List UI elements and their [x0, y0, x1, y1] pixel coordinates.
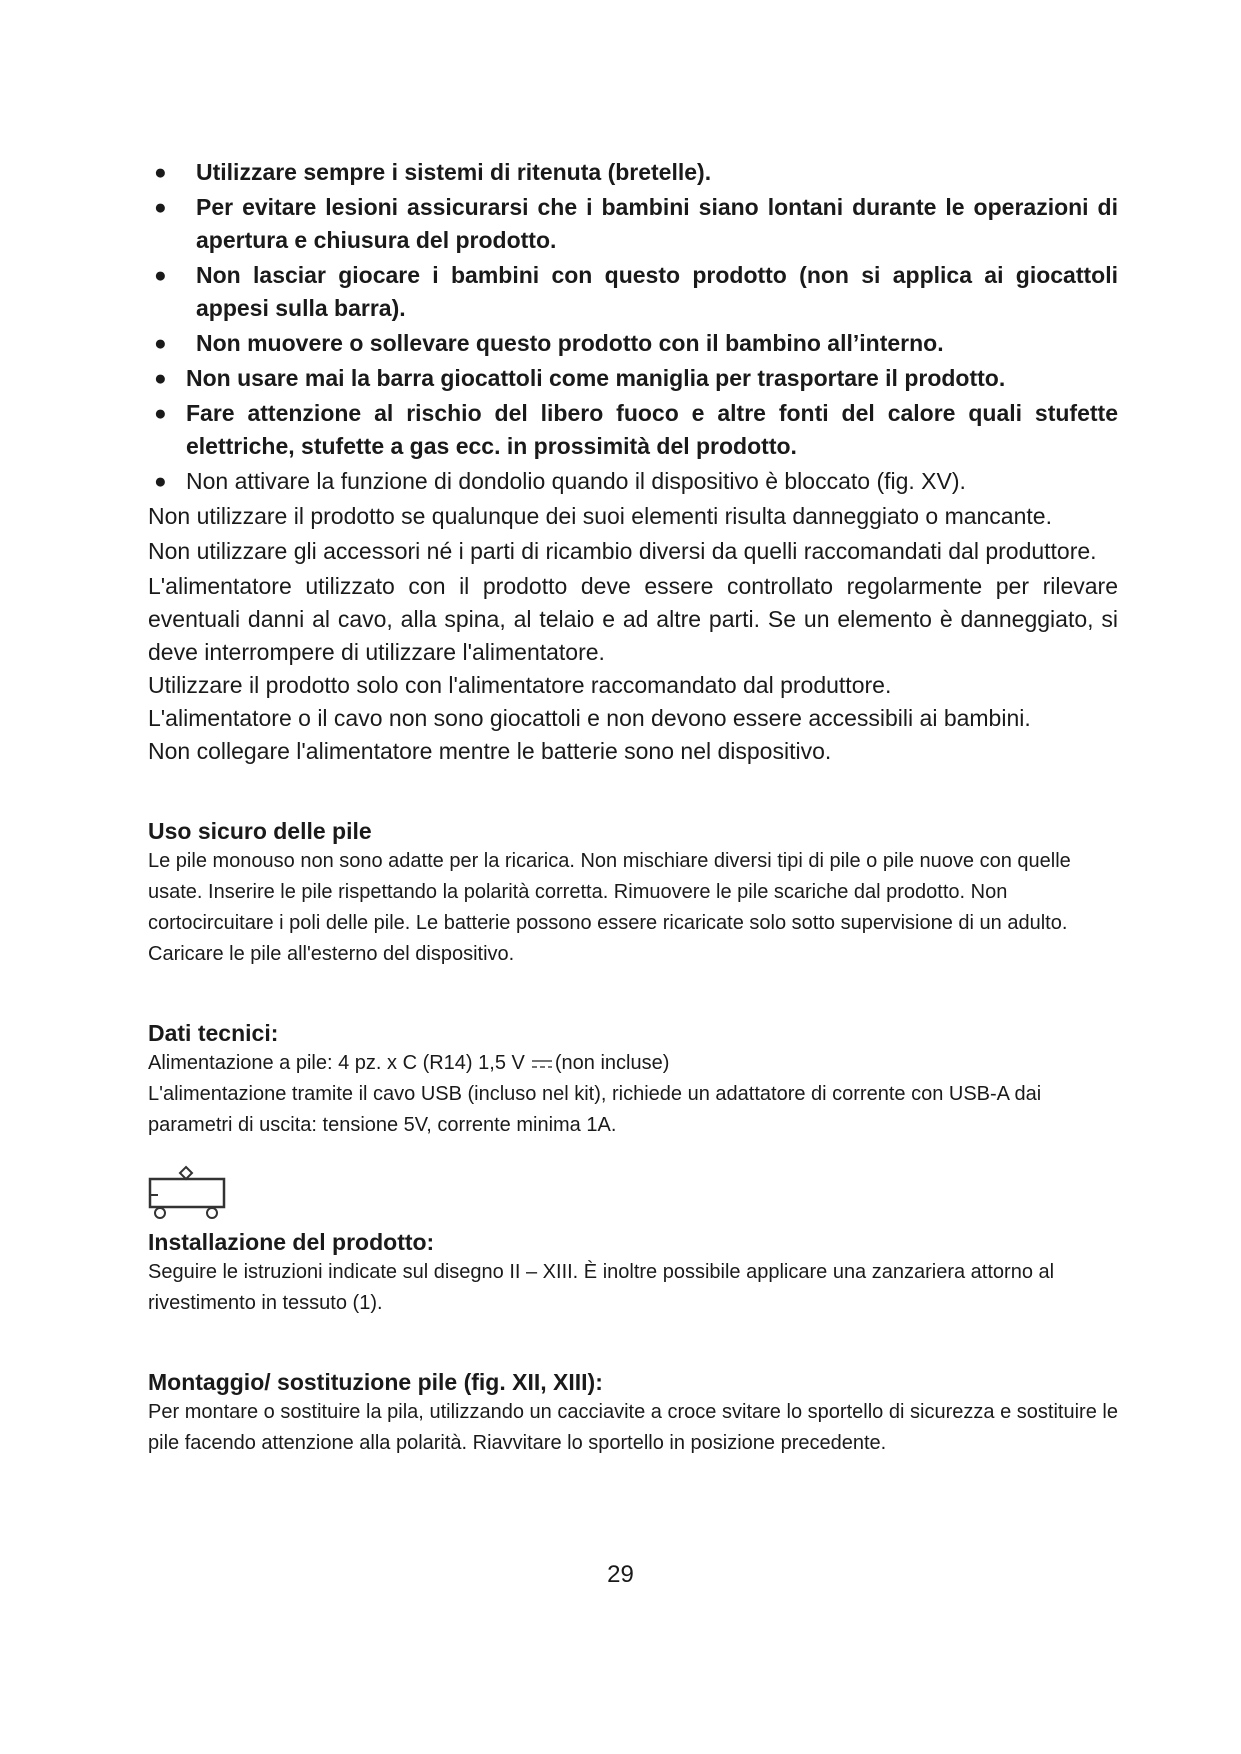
section-text: Le pile monouso non sono adatte per la ricarica. Non mischiare diversi tipi di pile o pile nuove con quelle usate. Inserire le pile rispettando la polarità corretta. Rimuovere le pile scariche dal prodotto. Non cortocircuitare i poli delle pile. Le batterie possono essere ricaricate solo sotto supervisione di un adulto. Caricare le pile all'esterno del dispositivo. [148, 850, 1071, 965]
warning-text: Non muovere o sollevare questo prodotto con il bambino all’interno. [196, 330, 944, 356]
warning-item [148, 362, 1118, 395]
section-heading: Uso sicuro delle pile [148, 818, 372, 844]
battery-spec: Alimentazione a pile: 4 pz. x C (R14) 1,5 V [148, 1052, 525, 1074]
warning-item [148, 191, 1118, 257]
bullet-icon: ● [154, 264, 167, 287]
tech-data-section [148, 1018, 1118, 1141]
page-content [148, 156, 1118, 1459]
bullet-icon: ● [154, 402, 167, 425]
warning-text: Fare attenzione al rischio del libero fuoco e altre fonti del calore quali stufette elettriche, stufette a gas ecc. in prossimità del prodotto. [186, 400, 1118, 459]
battery-safety-section [148, 816, 1118, 970]
paragraph: Non utilizzare il prodotto se qualunque dei suoi elementi risulta danneggiato o mancante. [148, 503, 1052, 529]
paragraph: Non utilizzare gli accessori né i parti di ricambio diversi da quelli raccomandati dal produttore. [148, 538, 1097, 564]
warning-text: Utilizzare sempre i sistemi di ritenuta (bretelle). [196, 159, 712, 185]
warning-item [148, 397, 1118, 463]
section-heading: Installazione del prodotto: [148, 1229, 435, 1255]
battery-replacement-section [148, 1367, 1118, 1459]
warning-item [148, 259, 1118, 325]
dc-current-icon [531, 1058, 553, 1070]
paragraph: Non collegare l'alimentatore mentre le batterie sono nel dispositivo. [148, 738, 832, 764]
paragraph: L'alimentatore utilizzato con il prodotto deve essere controllato regolarmente per rilevare eventuali danni al cavo, alla spina, al telaio e ad altre parti. Se un elemento è danneggiato, si deve interrompere di utilizzare l'alimentatore. [148, 573, 1118, 665]
warning-text: Non usare mai la barra giocattoli come maniglia per trasportare il prodotto. [186, 365, 1006, 391]
battery-note: (non incluse) [554, 1052, 670, 1074]
warnings-list [148, 156, 1118, 498]
section-text: L'alimentazione tramite il cavo USB (incluso nel kit), richiede un adattatore di corrente con USB-A dai parametri di uscita: tensione 5V, corrente minima 1A. [148, 1083, 1042, 1136]
cradle-icon [148, 1165, 228, 1221]
paragraph: Utilizzare il prodotto solo con l'alimentatore raccomandato dal produttore. [148, 672, 892, 698]
warning-item [148, 156, 1118, 189]
section-text [148, 1048, 1118, 1079]
section-heading: Montaggio/ sostituzione pile (fig. XII, XIII): [148, 1369, 603, 1395]
warning-text: Per evitare lesioni assicurarsi che i bambini siano lontani durante le operazioni di apertura e chiusura del prodotto. [196, 194, 1118, 253]
page-number: 29 [607, 1561, 634, 1588]
bullet-icon: ● [154, 470, 167, 493]
warning-item [148, 327, 1118, 360]
bullet-icon: ● [154, 332, 167, 355]
bullet-icon: ● [154, 196, 167, 219]
section-text: Per montare o sostituire la pila, utilizzando un cacciavite a croce svitare lo sportello di sicurezza e sostituire le pile facendo attenzione alla polarità. Riavvitare lo sportello in posizione precedente. [148, 1401, 1118, 1454]
warning-text: Non attivare la funzione di dondolio quando il dispositivo è bloccato (fig. XV). [186, 468, 966, 494]
paragraph: L'alimentatore o il cavo non sono giocattoli e non devono essere accessibili ai bambini. [148, 705, 1031, 731]
warning-item [148, 465, 1118, 498]
bullet-icon: ● [154, 161, 167, 184]
section-heading: Dati tecnici: [148, 1020, 279, 1046]
bullet-icon: ● [154, 367, 167, 390]
installation-section [148, 1227, 1118, 1319]
section-text: Seguire le istruzioni indicate sul disegno II – XIII. È inoltre possibile applicare una zanzariera attorno al rivestimento in tessuto (1). [148, 1261, 1055, 1314]
warning-text: Non lasciar giocare i bambini con questo prodotto (non si applica ai giocattoli appesi sulla barra). [196, 262, 1118, 321]
